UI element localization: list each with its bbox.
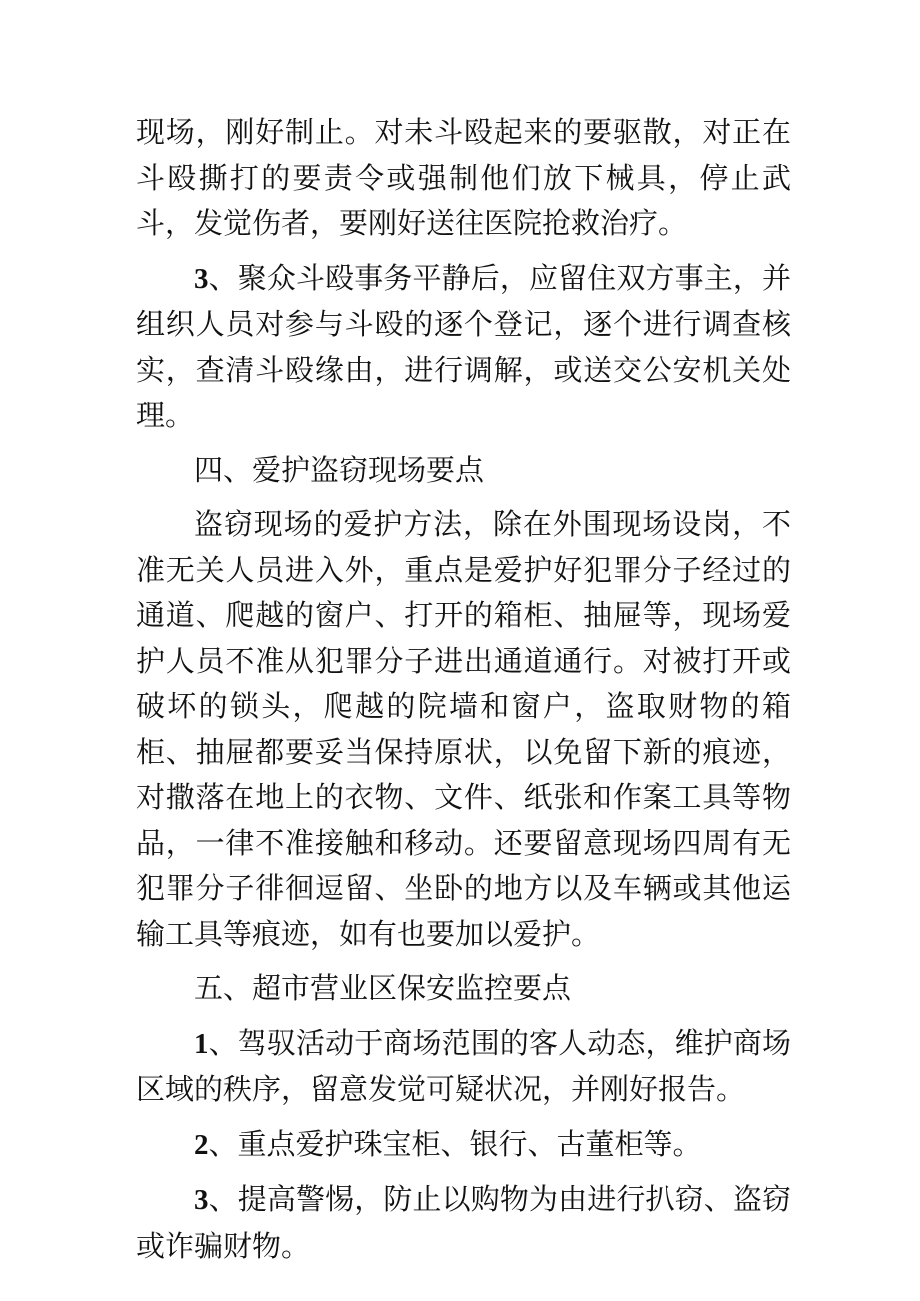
paragraph-text: 、驾驭活动于商场范围的客人动态，维护商场区域的秩序，留意发觉可疑状况，并刚好报告。 [136,1025,791,1106]
paragraph-text: 盗窃现场的爱护方法，除在外围现场设岗，不准无关人员进入外，重点是爱护好犯罪分子经过的通道、爬越的窗户、打开的箱柜、抽屉等，现场爱护人员不准从犯罪分子进出通道通行。对被打开或破坏的锁头，爬越的院墙和窗户，盗取财物的箱柜、抽屉都要妥当保持原状，以免留下新的痕迹，对撒落在地上的衣物、文件、纸张和作案工具等物品，一律不准接触和移动。还要留意现场四周有无犯罪分子徘徊逗留、坐卧的地方以及车辆或其他运输工具等痕迹，如有也要加以爱护。 [136,507,791,951]
section-heading-4 [136,448,791,494]
paragraph-item-1 [136,1021,791,1113]
paragraph-theft-scene [136,502,791,957]
document-body [136,110,791,1278]
paragraph-item-3 [136,1177,791,1269]
paragraph-text: 现场，刚好制止。对未斗殴起来的要驱散，对正在斗殴撕打的要责令或强制他们放下械具，停止武斗，发觉伤者，要刚好送往医院抢救治疗。 [136,115,791,240]
item-number: 3 [194,262,209,295]
heading-text: 五、超市营业区保安监控要点 [194,971,572,1005]
paragraph-text: 、提高警惕，防止以购物为由进行扒窃、盗窃或诈骗财物。 [136,1182,791,1263]
item-number: 1 [194,1027,209,1060]
item-number: 3 [194,1184,209,1216]
paragraph-text: 、重点爱护珠宝柜、银行、古董柜等。 [208,1126,702,1161]
paragraph-text: 、聚众斗殴事务平静后，应留住双方事主，并组织人员对参与斗殴的逐个登记，逐个进行调查核实，查清斗殴缘由，进行调解，或送交公安机关处理。 [136,260,791,432]
paragraph-item-3-fight [136,256,791,439]
item-number: 2 [194,1128,209,1161]
section-heading-5 [136,966,791,1012]
paragraph-continued [136,110,791,247]
heading-text: 四、爱护盗窃现场要点 [194,452,485,487]
paragraph-item-2 [136,1122,791,1169]
